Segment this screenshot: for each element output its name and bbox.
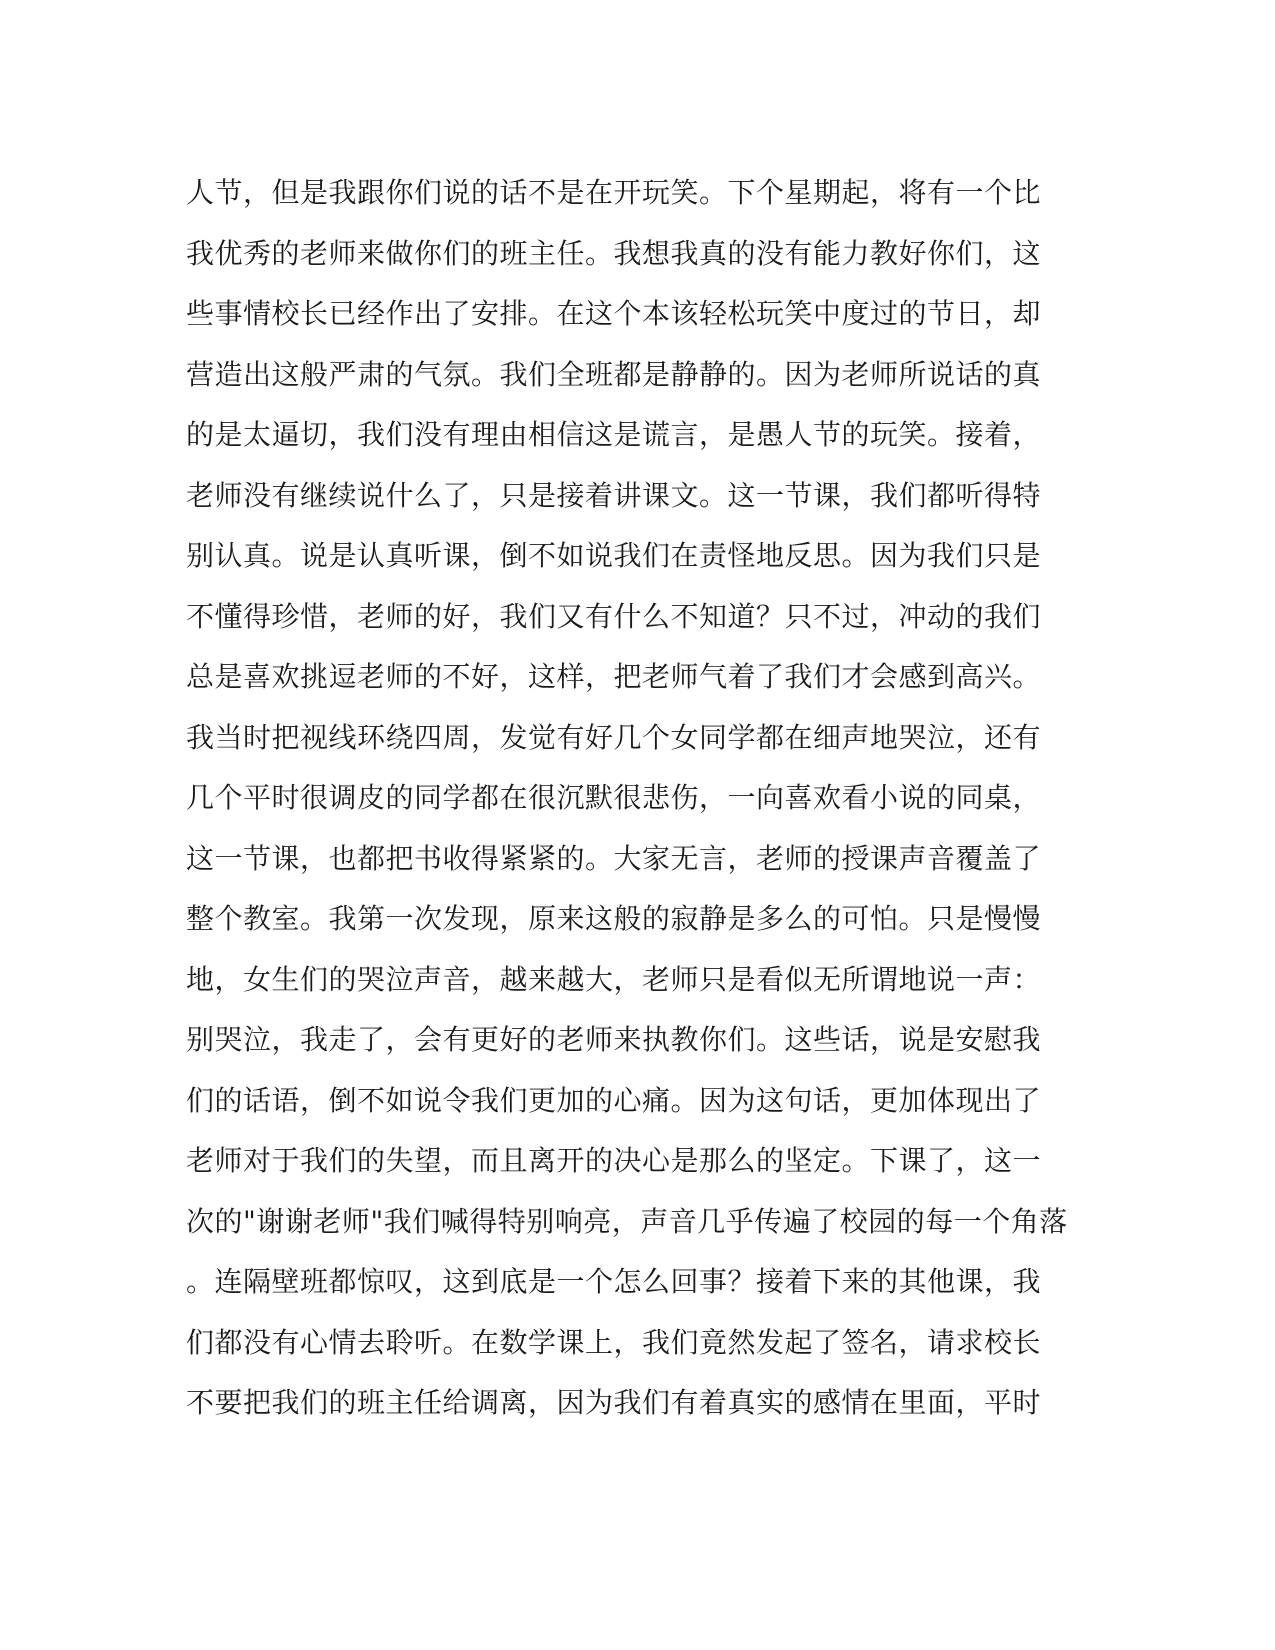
text-line: 总是喜欢挑逗老师的不好，这样，把老师气着了我们才会感到高兴。 <box>186 660 1042 693</box>
body-text <box>186 163 1106 1434</box>
text-line: 整个教室。我第一次发现，原来这般的寂静是多么的可怕。只是慢慢 <box>186 902 1042 935</box>
text-line: 不懂得珍惜，老师的好，我们又有什么不知道？只不过，冲动的我们 <box>186 599 1042 633</box>
text-line: 。连隔壁班都惊叹，这到底是一个怎么回事？接着下来的其他课，我 <box>186 1265 1042 1298</box>
text-line: 们都没有心情去聆听。在数学课上，我们竟然发起了签名，请求校长 <box>186 1325 1042 1359</box>
text-line: 次的"谢谢老师"我们喊得特别响亮，声音几乎传遍了校园的每一个角落 <box>186 1204 1068 1238</box>
text-line: 老师没有继续说什么了，只是接着讲课文。这一节课，我们都听得特 <box>186 478 1042 512</box>
text-line: 老师对于我们的失望，而且离开的决心是那么的坚定。下课了，这一 <box>186 1144 1042 1177</box>
text-line: 别哭泣，我走了，会有更好的老师来执教你们。这些话，说是安慰我 <box>186 1023 1042 1056</box>
text-line: 我优秀的老师来做你们的班主任。我想我真的没有能力教好你们，这 <box>186 236 1042 270</box>
text-line: 们的话语，倒不如说令我们更加的心痛。因为这句话，更加体现出了 <box>186 1083 1042 1117</box>
text-line: 我当时把视线环绕四周，发觉有好几个女同学都在细声地哭泣，还有 <box>186 720 1042 754</box>
text-line: 不要把我们的班主任给调离，因为我们有着真实的感情在里面，平时 <box>186 1386 1042 1419</box>
text-line: 这一节课，也都把书收得紧紧的。大家无言，老师的授课声音覆盖了 <box>186 841 1042 875</box>
text-line: 地，女生们的哭泣声音，越来越大，老师只是看似无所谓地说一声： <box>186 962 1042 996</box>
text-line: 别认真。说是认真听课，倒不如说我们在责怪地反思。因为我们只是 <box>186 539 1042 572</box>
text-line: 些事情校长已经作出了安排。在这个本该轻松玩笑中度过的节日，却 <box>186 297 1042 330</box>
text-line: 几个平时很调皮的同学都在很沉默很悲伤，一向喜欢看小说的同桌， <box>186 781 1042 814</box>
text-line: 营造出这般严肃的气氛。我们全班都是静静的。因为老师所说话的真 <box>186 357 1042 391</box>
text-line: 人节，但是我跟你们说的话不是在开玩笑。下个星期起，将有一个比 <box>186 176 1042 209</box>
text-line: 的是太逼切，我们没有理由相信这是谎言，是愚人节的玩笑。接着， <box>186 418 1042 451</box>
